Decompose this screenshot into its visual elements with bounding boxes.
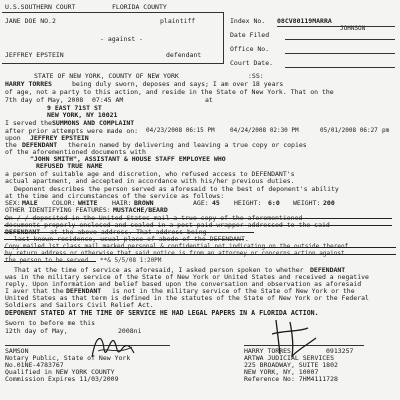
mailing-line-6: by return address or otherwise that said notice is from an attorney or concerns action against xyxy=(5,250,345,257)
upon-intro: upon xyxy=(5,134,21,142)
military-line-5: United States as that term is defined in the statutes of the State of New York or the Federal xyxy=(5,294,369,302)
office-line xyxy=(285,53,395,54)
military-line-2: was in the military service of the State of New York or United States and received a negative xyxy=(5,273,369,281)
height-value: 6:0 xyxy=(268,199,280,207)
defendant-line-role: DEFENDANT xyxy=(22,141,58,149)
mailing-line-2: documents properly enclosed and sealed in a post-paid wrapper addressed to the said xyxy=(5,221,330,229)
attempts-intro: after prior attempts were made on: xyxy=(5,127,139,135)
attempt-2: 04/24/2008 02:30 PM xyxy=(230,127,299,134)
weight-value: 200 xyxy=(323,199,335,207)
defendant-line-text: therein named by delivering and leaving a true copy or copies xyxy=(68,141,307,149)
index-number: 08CV80119MARRA xyxy=(277,17,332,25)
upon-name: JEFFREY EPSTEIN xyxy=(30,134,89,142)
attempt-3-suffix: pm xyxy=(382,127,390,134)
caption-rule-bottom xyxy=(2,63,223,64)
military-line-1-role: DEFENDANT xyxy=(310,266,346,274)
service-date: 7th day of May, 2008 xyxy=(5,96,84,104)
court-name: U.S.SOUTHERN COURT xyxy=(5,3,76,11)
military-line-6: Soldiers and Sailors Civil Relief Act. xyxy=(5,301,154,309)
mailing-line-7: the person to be served. xyxy=(5,257,92,264)
server-city: NEW YORK, NY, 10007 xyxy=(244,368,319,376)
military-line-4-role: DEFENDANT xyxy=(66,287,102,295)
service-time: 07:45 AM xyxy=(92,96,124,104)
discretion-line-2: actual apartment, and accepted in accordance with his/her previous duties. xyxy=(5,177,295,185)
weight-label: WEIGHT: xyxy=(293,199,321,207)
notary-signature xyxy=(88,327,140,367)
color-label: COLOR: xyxy=(52,199,76,207)
strike-line-1 xyxy=(4,218,392,219)
index-label: Index No. xyxy=(230,17,266,25)
body-line-1: being duly sworn, deposes and says; I am over 18 years xyxy=(72,80,284,88)
index-judge: JOHNSON xyxy=(340,25,366,32)
sex-label: SEX: xyxy=(5,199,21,207)
server-signature xyxy=(268,314,320,360)
mailing-line-3-role: DEFENDANT xyxy=(5,228,41,236)
caption-rule-top xyxy=(2,12,223,13)
office-label: Office No. xyxy=(230,45,270,53)
server-street: 225 BROADWAY, SUITE 1802 xyxy=(244,361,338,369)
plaintiff-name: JANE DOE NO.2 xyxy=(5,17,56,25)
sex-value: MALE xyxy=(22,199,38,207)
color-value: WHITE xyxy=(78,199,98,207)
mailing-line-3: at the above address. That address being xyxy=(50,228,207,236)
service-at: at xyxy=(205,96,213,104)
date-filed-label: Date Filed xyxy=(230,31,270,39)
age-label: AGE: xyxy=(193,199,209,207)
strike-line-5 xyxy=(4,247,396,248)
mailing-line-5: Copy mailed 1st class mail marked personal & confidential not indicating on the outside thereof xyxy=(5,243,349,250)
defendant-name: JEFFREY EPSTEIN xyxy=(5,51,64,59)
hair-value: BROWN xyxy=(134,199,154,207)
sworn-year: 2008ni xyxy=(118,327,142,335)
age-value: 45 xyxy=(212,199,220,207)
notary-number: No.01NE-4783767 xyxy=(5,361,64,369)
military-line-1: That at the time of service as aforesaid, I asked person spoken to whether xyxy=(14,266,304,274)
height-label: HEIGHT: xyxy=(234,199,262,207)
discretion-line-1: a person of suitable age and discretion, who refused access to DEFENDANT's xyxy=(5,170,295,178)
served-intro: I served the xyxy=(5,119,52,127)
strike-line-3 xyxy=(4,232,254,233)
against-label: - against - xyxy=(100,35,144,43)
sworn-day: 12th day of May, xyxy=(5,327,68,335)
service-address-2: NEW YORK, NY 10021 xyxy=(47,111,118,119)
sworn-line: Sworn to before me this xyxy=(5,319,96,327)
attempt-1: 04/23/2008 06:15 PM xyxy=(146,127,215,134)
military-line-4a: I aver that the xyxy=(5,287,64,295)
court-date-label: Court Date. xyxy=(230,59,274,67)
service-address-1: 9 EAST 71ST ST xyxy=(47,104,102,112)
plaintiff-role: plaintiff xyxy=(160,17,196,25)
server-agency: ARTWA JUDICIAL SERVICES xyxy=(244,354,335,362)
server-name: HARRY TORRES xyxy=(5,80,52,88)
notary-qualified: Qualified in NEW YORK COUNTY xyxy=(5,368,115,376)
other-features-label: OTHER IDENTIFYING FEATURES: xyxy=(5,206,111,214)
describes-line-2: at the time and circumstances of the service as follows: xyxy=(5,192,225,200)
mailing-initial-note: **& 5/5/08 1:20PM xyxy=(100,257,162,264)
recipient-line-1: "JOHN SMITH", ASSISTANT & HOUSE STAFF EMPLOYEE WHO xyxy=(30,155,226,163)
other-features-value: MUSTACHE/BEARD xyxy=(113,206,168,214)
military-line-4c: is not in the military service of the State of New York or the xyxy=(112,287,355,295)
notary-title: Notary Public, State of New York xyxy=(5,354,131,362)
mailing-line-4: last known residence, usual place of abode of the DEFENDANT. xyxy=(14,235,249,243)
server-reference: Reference No: 7HM4111728 xyxy=(244,375,338,383)
venue-line: STATE OF NEW YORK, COUNTY OF NEW YORK xyxy=(34,72,179,80)
index-underline xyxy=(277,26,395,27)
served-documents: SUMMONS AND COMPLAINT xyxy=(52,119,135,127)
date-filed-line xyxy=(285,39,395,40)
notary-name: SAMSON xyxy=(5,347,29,355)
notary-commission: Commission Expires 11/03/2009 xyxy=(5,375,119,383)
legal-papers-statement: DEPONENT STATED AT THE TIME OF SERVICE HE HAD LEGAL PAPERS IN A FLORIDA ACTION. xyxy=(5,309,319,317)
court-county: FLORIDA COUNTY xyxy=(112,3,167,11)
military-line-3: reply. Upon information and belief based upon the conversation and observation as aforesaid xyxy=(5,280,362,288)
attempt-3: 05/01/2008 06:27 xyxy=(320,127,378,134)
caption-divider xyxy=(223,12,224,64)
mailing-line-1: On / / deposited in the United States mail a true copy of the aforementioned xyxy=(5,214,303,222)
strike-line-2 xyxy=(4,225,392,226)
server-block-name: HARRY TORRES xyxy=(244,347,291,355)
server-license: 0913257 xyxy=(326,347,354,355)
defendant-role: defendant xyxy=(166,51,202,59)
strike-line-6 xyxy=(4,254,396,255)
describes-line-1: Deponent describes the person served as aforesaid to the best of deponent's ability xyxy=(14,185,339,193)
body-line-2: of age, not a party to this action, and reside in the State of New York. That on the xyxy=(5,88,334,96)
court-date-line xyxy=(285,67,395,68)
recipient-line-2: REFUSED TRUE NAME xyxy=(36,162,103,170)
venue-ss: :SS: xyxy=(248,72,264,80)
strike-line-4 xyxy=(4,239,244,240)
defendant-line-the: the xyxy=(5,141,17,149)
documents-with: of the aforementioned documents with xyxy=(5,148,146,156)
hair-label: HAIR: xyxy=(112,199,132,207)
strike-line-7 xyxy=(4,261,96,262)
